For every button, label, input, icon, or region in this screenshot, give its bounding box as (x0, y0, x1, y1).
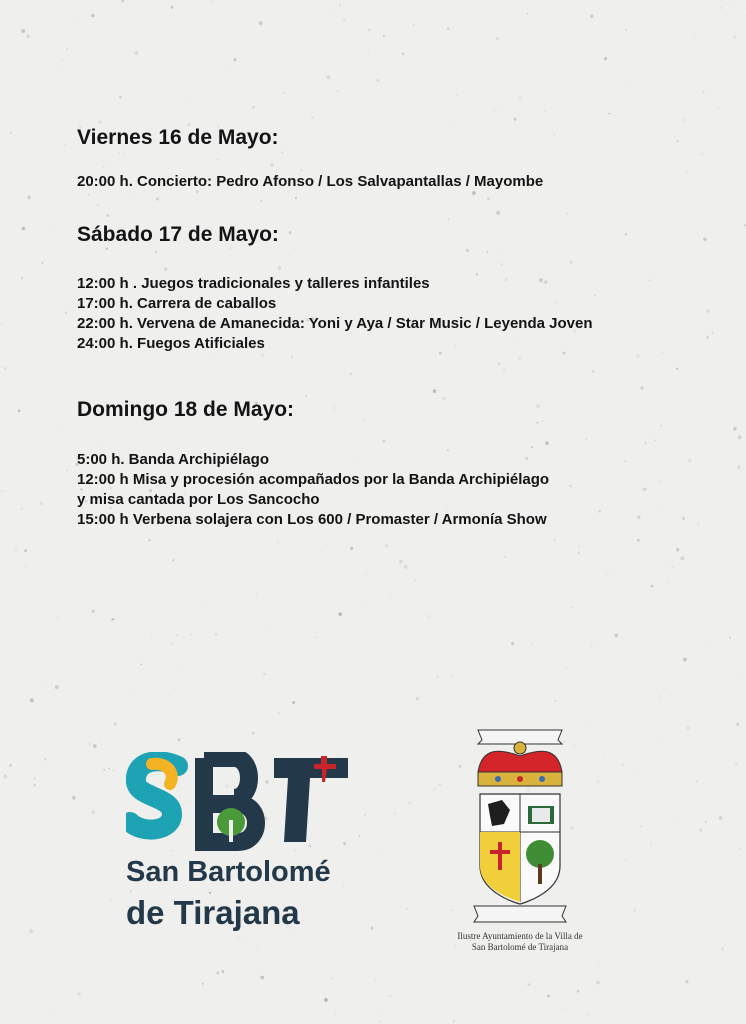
events-viernes (77, 172, 543, 192)
municipal-crest (468, 726, 572, 930)
logo-line1: San Bartolomé (126, 856, 331, 888)
event-item: 24:00 h. Fuegos Atificiales (77, 335, 265, 352)
event-item: 5:00 h. Banda Archipiélago (77, 451, 269, 468)
event-item: y misa cantada por Los Sancocho (77, 491, 320, 508)
event-item: 17:00 h. Carrera de caballos (77, 295, 277, 312)
crest-caption-line1: Ilustre Ayuntamiento de la Villa de (457, 931, 583, 941)
sbt-logo (126, 752, 366, 942)
events-sabado (77, 274, 593, 354)
event-item: 12:00 h Misa y procesión acompañados por la Banda Archipiélago (77, 471, 550, 488)
day-title-sabado: Sábado 17 de Mayo: (77, 223, 279, 246)
sbt-letters-mark (126, 752, 366, 852)
events-domingo (77, 450, 549, 530)
event-item: 12:00 h . Juegos tradicionales y talleres infantiles (77, 275, 430, 292)
day-title-viernes: Viernes 16 de Mayo: (77, 126, 279, 149)
crest-caption (440, 931, 600, 953)
event-item: 22:00 h. Vervena de Amanecida: Yoni y Aya / Star Music / Leyenda Joven (77, 315, 593, 332)
logo-line2: de Tirajana (126, 894, 300, 931)
day-title-domingo: Domingo 18 de Mayo: (77, 398, 295, 421)
event-item: 15:00 h Verbena solajera con Los 600 / Promaster / Armonía Show (77, 511, 547, 528)
crest-caption-line2: San Bartolomé de Tirajana (471, 942, 569, 952)
event-item: 20:00 h. Concierto: Pedro Afonso / Los Salvapantallas / Mayombe (77, 173, 544, 190)
